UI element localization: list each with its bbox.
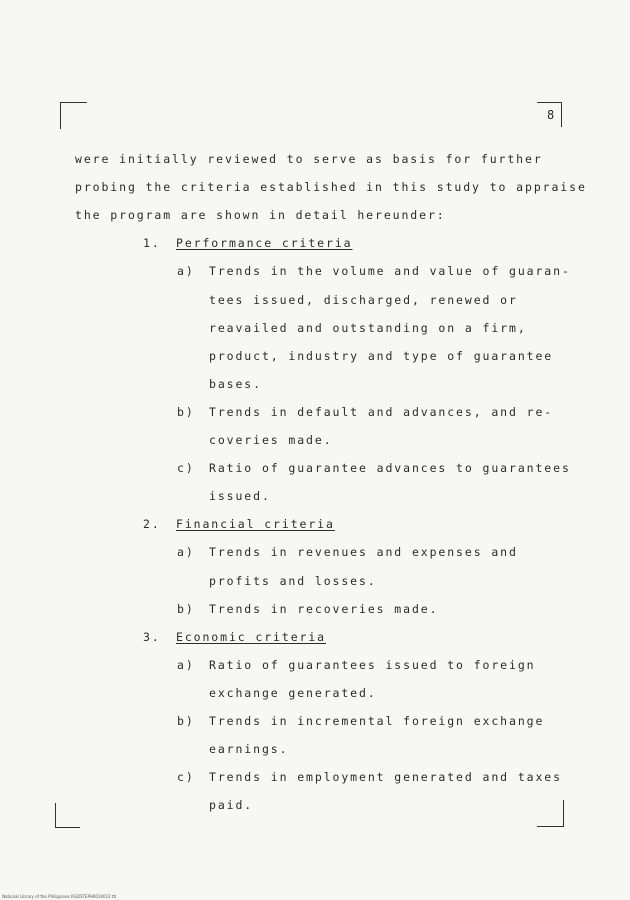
section-number: 1.: [143, 236, 161, 251]
item-line: product, industry and type of guarantee: [209, 348, 554, 363]
crop-mark-top-left: [60, 102, 87, 129]
item-line: Trends in revenues and expenses and: [209, 545, 518, 560]
section-title: Performance criteria: [176, 236, 353, 251]
item-line: Ratio of guarantee advances to guarantees: [209, 461, 571, 476]
item-marker: c): [177, 770, 195, 785]
item-line: tees issued, discharged, renewed or: [209, 292, 518, 307]
item-line: Trends in employment generated and taxes: [209, 770, 562, 785]
item-line: Trends in the volume and value of guaran-: [209, 264, 571, 279]
section-number: 3.: [143, 629, 161, 644]
intro-line: the program are shown in detail hereunder:: [75, 208, 446, 223]
item-line: Trends in recoveries made.: [209, 601, 439, 616]
intro-line: probing the criteria established in this study to appraise: [75, 180, 587, 195]
item-line: reavailed and outstanding on a firm,: [209, 320, 527, 335]
item-marker: b): [177, 601, 195, 616]
item-marker: a): [177, 657, 195, 672]
library-footer: National Library of the Philippines RGDSTEPH0010012 ttl: [2, 894, 117, 899]
item-line: coveries made.: [209, 433, 333, 447]
item-line: bases.: [209, 376, 262, 391]
crop-mark-bottom-right: [537, 800, 564, 827]
item-line: Trends in incremental foreign exchange: [209, 714, 545, 728]
section-title: Economic criteria: [176, 629, 327, 644]
section-title: Financial criteria: [176, 517, 335, 532]
crop-mark-bottom-left: [55, 803, 80, 828]
item-line: Trends in default and advances, and re-: [209, 404, 554, 419]
item-line: exchange generated.: [209, 685, 377, 700]
item-marker: c): [177, 461, 195, 476]
item-marker: a): [177, 545, 195, 560]
item-line: issued.: [209, 489, 271, 504]
item-line: Ratio of guarantees issued to foreign: [209, 657, 536, 672]
section-number: 2.: [143, 517, 161, 532]
intro-line: were initially reviewed to serve as basis for further: [75, 152, 543, 166]
item-marker: b): [177, 404, 195, 419]
item-line: profits and losses.: [209, 573, 377, 588]
item-line: paid.: [209, 798, 254, 813]
item-line: earnings.: [209, 742, 289, 757]
item-marker: b): [177, 714, 195, 728]
page-number: 8: [547, 108, 556, 122]
item-marker: a): [177, 264, 195, 279]
